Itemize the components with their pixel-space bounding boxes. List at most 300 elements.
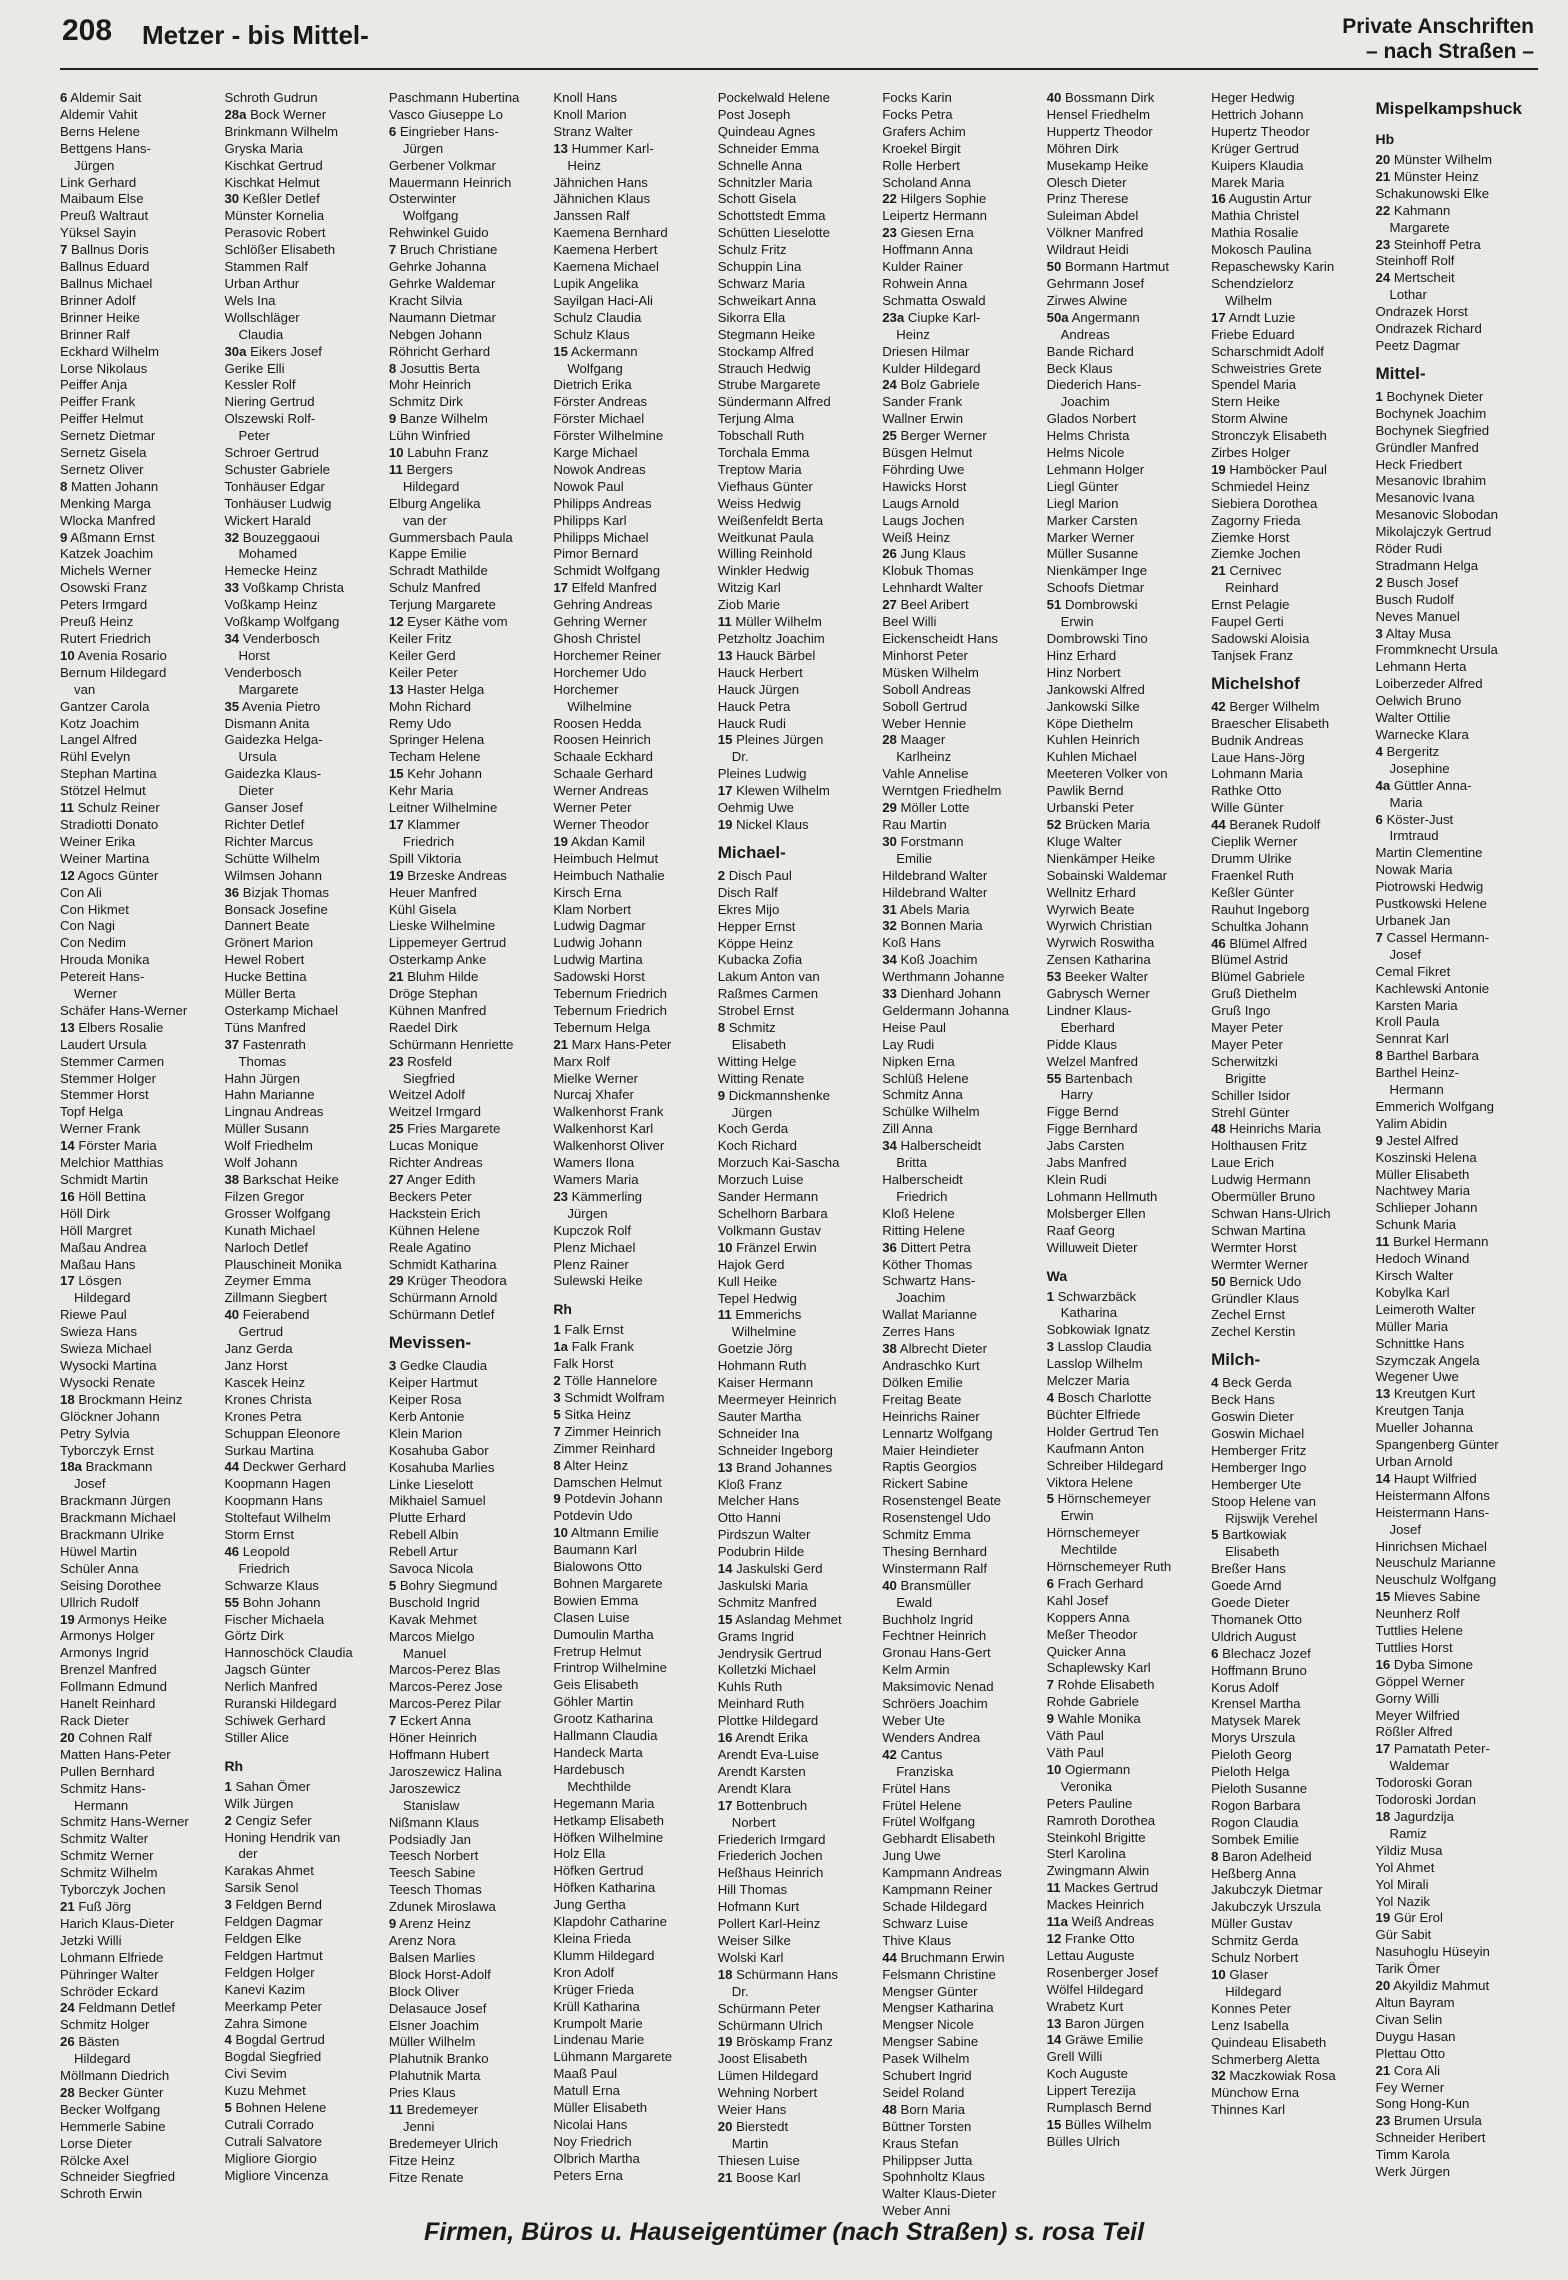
resident-entry: Elsner Joachim [388,2017,480,2033]
house-number: 36 [224,884,240,900]
resident-entry: 16 Augustin Artur [1211,191,1312,207]
resident-entry: Beel Willi [882,614,937,630]
resident-entry: Grams Ingrid [717,1628,794,1644]
resident-entry: Koch Auguste [1046,2066,1129,2082]
resident-entry: Keiler Peter [388,664,458,680]
resident-entry: Ekres Mijo [717,901,780,917]
resident-entry: Tüns Manfred [224,1019,306,1035]
resident-entry: Gerbener Volkmar [388,157,496,173]
resident-entry: Hildegard [402,478,460,494]
resident-entry: Weiner Martina [60,850,150,866]
resident-entry: Mesanovic Ibrahim [1375,473,1487,489]
section-heading-line1: Private Anschriften [1342,15,1534,38]
resident-entry: 55 Bartenbach [1046,1070,1133,1086]
resident-entry: Peters Pauline [1046,1795,1133,1811]
resident-entry: Mesanovic Ivana [1375,490,1475,506]
house-number: 12 [1046,1930,1062,1946]
resident-entry: Bernum Hildegard [60,664,167,680]
house-number: 55 [224,1594,240,1610]
resident-entry: Friedrich [896,1188,948,1204]
resident-entry: Kühnen Manfred [388,1002,487,1018]
resident-entry: Wollschläger [224,309,300,325]
resident-entry: Schoofs Dietmar [1046,580,1145,596]
resident-entry: Soboll Andreas [882,681,971,697]
resident-entry: Schmitz Wilhelm [60,1865,158,1881]
resident-entry: Grönert Marion [224,935,314,951]
resident-entry: Duygu Hasan [1375,2028,1456,2044]
resident-entry: Keßler Günter [1211,884,1294,900]
resident-entry: Plauschineit Monika [224,1256,342,1272]
house-number: 11a [1046,1914,1068,1930]
house-number: 16 [1211,191,1226,207]
house-number: 13 [1375,1386,1391,1402]
resident-entry: Hildebrand Walter [882,884,988,900]
resident-entry: Riewe Paul [60,1307,127,1323]
resident-entry: Philippser Jutta [882,2152,973,2168]
resident-entry: Lucas Monique [388,1138,479,1154]
resident-entry: Richter Andreas [388,1155,483,1171]
resident-entry: 9 Aßmann Ernst [60,529,155,545]
street-heading: Mevissen- [388,1333,472,1353]
resident-entry: Weißenfeldt Berta [717,512,824,528]
resident-entry: Stemmer Horst [60,1087,149,1103]
resident-entry: Storm Alwine [1211,411,1289,427]
house-number: 40 [224,1307,240,1323]
resident-entry: Müller Elisabeth [553,2100,648,2116]
resident-entry: Büttner Torsten [882,2118,972,2134]
resident-entry: Winkler Hedwig [717,563,810,579]
resident-entry: Väth Paul [1046,1745,1104,1760]
house-number: 23 [388,1053,404,1069]
resident-entry: Arendt Eva-Luise [717,1747,819,1762]
resident-entry: Marcos-Perez Blas [388,1662,501,1678]
house-number: 1 [553,1322,561,1338]
resident-entry: Hegemann Maria [553,1795,655,1811]
house-number: 19 [60,1611,75,1627]
resident-entry: Ernst Pelagie [1211,597,1290,613]
resident-entry: Peter [238,428,270,444]
resident-entry: Arendt Karsten [717,1763,806,1779]
resident-entry: Lay Rudi [882,1036,935,1052]
resident-entry: 11a Weiß Andreas [1046,1914,1155,1930]
resident-entry: Lenz Isabella [1211,2017,1289,2033]
resident-entry: Friederich Irmgard [717,1831,826,1847]
house-number: 5 [1046,1491,1054,1507]
resident-entry: 21 Münster Heinz [1375,168,1479,184]
resident-entry: Keiler Gerd [388,647,456,663]
resident-entry: 9 Wahle Monika [1046,1711,1141,1727]
resident-entry: Lorse Dieter [60,2135,132,2151]
resident-entry: Stradmann Helga [1375,557,1479,573]
resident-entry: Nowak Maria [1375,862,1453,878]
resident-entry: Klein Rudi [1046,1172,1107,1187]
resident-entry: Plenz Michael [553,1239,636,1255]
resident-entry: Kupczok Rolf [553,1222,632,1238]
resident-entry: 13 Baron Jürgen [1046,2015,1145,2031]
resident-entry: Witting Renate [717,1070,805,1086]
resident-entry: Schnitzler Maria [717,174,813,190]
resident-entry: Katzek Joachim [60,546,154,562]
resident-entry: Brinner Heike [60,309,140,325]
house-number: 19 [1375,1910,1391,1926]
resident-entry: Tebernum Friedrich [553,986,667,1002]
resident-entry: Mohr Heinrich [388,377,471,393]
resident-entry: Jabs Carsten [1046,1138,1125,1154]
resident-entry: 11 Emmerichs [717,1307,802,1323]
resident-entry: Song Hong-Kun [1375,2096,1470,2112]
resident-entry: Höner Heinrich [388,1730,477,1746]
resident-entry: Glados Norbert [1046,411,1137,427]
resident-entry: 23 Rosfeld [388,1053,452,1069]
resident-entry: Andreas [1060,326,1110,342]
resident-entry: Jung Uwe [882,1848,941,1864]
resident-entry: Kraus Stefan [882,2135,959,2151]
house-number: 19 [717,2034,733,2050]
resident-entry: Kuzu Mehmet [224,2083,306,2099]
resident-entry: Kaemena Michael [553,259,659,275]
resident-entry: Lindner Klaus- [1046,1002,1132,1018]
resident-entry: Röder Rudi [1375,541,1443,557]
resident-entry: Frütel Wolfgang [882,1814,976,1830]
resident-entry: Lupik Angelika [553,275,639,291]
resident-entry: 20 Münster Wilhelm [1375,152,1493,167]
directory-column [389,90,553,2200]
resident-entry: Langel Alfred [60,732,137,748]
resident-entry: Zerres Hans [882,1324,955,1340]
directory-column [224,90,388,2200]
resident-entry: Quindeau Elisabeth [1211,2034,1327,2050]
resident-entry: 19 Brzeske Andreas [388,867,507,883]
resident-entry: Eberhard [1060,1019,1115,1035]
resident-entry: Kampmann Andreas [882,1865,1002,1881]
resident-entry: Josef [1389,1521,1422,1537]
house-number: 6 [1046,1575,1054,1591]
house-number: 21 [1375,2062,1391,2078]
resident-entry: Fraenkel Ruth [1211,867,1294,883]
resident-entry: Richter Detlef [224,816,305,832]
resident-entry: Delasauce Josef [388,2000,487,2016]
resident-entry: 10 Avenia Rosario [60,647,167,663]
resident-entry: Schütte Wilhelm [224,850,320,866]
house-number: 19 [1211,461,1226,477]
resident-entry: Koopmann Hans [224,1493,323,1509]
resident-entry: Köppe Heinz [717,935,794,951]
resident-entry: Schroth Erwin [60,2186,143,2202]
resident-entry: Torchala Emma [717,445,810,461]
resident-entry: Lasslop Wilhelm [1046,1356,1143,1372]
resident-entry: Feldgen Dagmar [224,1914,323,1930]
resident-entry: Heistermann Alfons [1375,1487,1490,1503]
resident-entry: 28 Becker Günter [60,2084,164,2100]
resident-entry: Maibaum Else [60,191,144,207]
resident-entry: Veronika [1060,1778,1112,1794]
resident-entry: Franziska [896,1763,954,1779]
resident-entry: Pleines Ludwig [717,766,807,782]
house-number: 13 [553,140,568,156]
resident-entry: Con Hikmet [60,901,129,917]
resident-entry: Con Nedim [60,935,126,951]
resident-entry: Todoroski Goran [1375,1775,1473,1791]
resident-entry: 11 Mackes Gertrud [1046,1880,1159,1896]
resident-entry: Pirdszun Walter [717,1527,811,1543]
resident-entry: Jankowski Silke [1046,698,1140,714]
resident-entry: 38 Barkschat Heike [224,1172,339,1187]
house-number: 6 [60,90,68,105]
resident-entry: Meerkamp Peter [224,1998,322,2014]
resident-entry: Gantzer Carola [60,698,150,714]
resident-entry: Schulz Claudia [553,309,642,325]
resident-entry: Joachim [896,1290,946,1306]
house-number: 10 [717,1239,733,1255]
resident-entry: Rutert Friedrich [60,631,151,646]
resident-entry: Werner Peter [553,800,632,816]
resident-entry: 21 Boose Karl [717,2169,801,2185]
resident-entry: Teesch Norbert [388,1848,479,1864]
resident-entry: Kuhlen Heinrich [1046,732,1140,748]
resident-entry: Baumann Karl [553,1542,637,1558]
resident-entry: Kulder Hildegard [882,360,981,376]
house-number: 17 [1211,309,1226,325]
resident-entry: Förster Michael [553,411,645,427]
area-heading: Hb [1375,131,1395,147]
resident-entry: 8 Josuttis Berta [388,360,480,376]
resident-entry: Mikolajczyk Gertrud [1375,524,1492,540]
resident-entry: Bogdal Siegfried [224,2049,322,2065]
resident-entry: Mauermann Heinrich [388,174,512,190]
resident-entry: Balsen Marlies [388,1949,476,1965]
resident-entry: Müller Wilhelm [388,2034,476,2050]
resident-entry: 18 Schürmann Hans [717,1966,838,1982]
house-number: 28 [882,732,897,748]
resident-entry: 17 Pamatath Peter- [1375,1741,1490,1757]
resident-entry: Petry Sylvia [60,1425,130,1441]
resident-entry: Wolf Friedhelm [224,1138,313,1154]
resident-entry: Eickenscheidt Hans [882,631,999,646]
resident-entry: Helms Christa [1046,428,1130,444]
house-number: 14 [1046,2032,1062,2048]
house-number: 17 [60,1273,75,1289]
resident-entry: 4 Beck Gerda [1211,1375,1292,1391]
resident-entry: Hauck Jürgen [717,681,800,697]
resident-entry: 46 Leopold [224,1543,290,1559]
resident-entry: Friederich Jochen [717,1848,823,1864]
resident-entry: Rühl Evelyn [60,749,131,765]
resident-entry: Witzig Karl [717,580,781,596]
resident-entry: 14 Jaskulski Gerd [717,1561,823,1577]
resident-entry: 29 Krüger Theodora [388,1273,507,1289]
resident-entry: 17 Arndt Luzie [1211,309,1296,325]
resident-entry: Ludwig Dagmar [553,918,646,934]
resident-entry: 7 Bruch Christiane [388,242,498,258]
resident-entry: Klumm Hildegard [553,1947,655,1963]
resident-entry: Erwin [1060,1508,1094,1524]
resident-entry: Hackstein Erich [388,1205,481,1221]
resident-entry: Peiffer Anja [60,377,128,393]
resident-entry: Werner Frank [60,1121,141,1137]
resident-entry: Heise Paul [882,1019,946,1035]
resident-entry: Glöckner Johann [60,1408,160,1424]
resident-entry: Harry [1060,1087,1093,1103]
resident-entry: Brinner Ralf [60,326,130,342]
resident-entry: Ramroth Dorothea [1046,1812,1156,1828]
resident-entry: Mikhaiel Samuel [388,1493,486,1509]
resident-entry: Menking Marga [60,495,151,511]
resident-entry: Sander Frank [882,394,963,410]
house-number: 21 [1211,563,1226,579]
resident-entry: Tepel Hedwig [717,1290,797,1306]
resident-entry: Dismann Anita [224,715,310,731]
house-number: 15 [1046,2116,1062,2132]
resident-entry: Kunath Michael [224,1222,316,1238]
resident-entry: Ritting Helene [882,1222,966,1238]
resident-entry: 15 Pleines Jürgen [717,732,824,748]
resident-entry: Schmitz Hans- [60,1780,146,1796]
resident-entry: Laue Hans-Jörg [1211,749,1305,765]
resident-entry: 1 Sahan Ömer [224,1778,311,1794]
house-number: 30 [224,191,240,207]
resident-entry: Fretrup Helmut [553,1643,642,1659]
resident-entry: Schneider Ina [717,1425,800,1441]
resident-entry: Becker Wolfgang [60,2101,161,2117]
resident-entry: 15 Mieves Sabine [1375,1589,1481,1605]
resident-entry: 8 Barthel Barbara [1375,1048,1479,1064]
resident-entry: Erwin [1060,614,1094,630]
resident-entry: Schwarz Maria [717,275,805,291]
resident-entry: Heinz [896,326,930,342]
resident-entry: Rosenstengel Beate [882,1493,1001,1509]
resident-entry: Kaiser Hermann [717,1375,814,1391]
resident-entry: Müller Susann [224,1121,309,1137]
resident-entry: 10 Labuhn Franz [388,445,489,461]
house-number: 40 [1046,90,1062,105]
resident-entry: Kron Adolf [553,1964,615,1980]
resident-entry: 44 Bruchmann Erwin [882,1949,1005,1965]
resident-entry: 25 Fries Margarete [388,1121,501,1137]
resident-entry: Karlheinz [896,749,952,765]
resident-entry: Wyrwich Christian [1046,918,1153,934]
resident-entry: Schweistries Grete [1211,360,1322,376]
resident-entry: Bonsack Josefine [224,901,328,917]
resident-entry: 9 Banze Wilhelm [388,411,488,427]
resident-entry: Kerb Antonie [388,1408,465,1424]
resident-entry: Wolf Johann [224,1155,298,1171]
resident-entry: Hinz Erhard [1046,647,1117,663]
resident-entry: Dr. [731,1983,749,1999]
resident-entry: Lohmann Hellmuth [1046,1188,1158,1204]
resident-entry: Tebernum Friedrich [553,1002,667,1018]
house-number: 22 [882,191,897,207]
resident-entry: Stockamp Alfred [717,343,814,359]
resident-entry: Matysek Marek [1211,1713,1301,1729]
resident-entry: Brackmann Michael [60,1510,176,1526]
resident-entry: Plahutnik Branko [388,2051,489,2067]
resident-entry: Willuweit Dieter [1046,1239,1138,1255]
resident-entry: Marcos-Perez Pilar [388,1696,501,1712]
house-number: 23 [882,225,897,241]
resident-entry: Kirsch Erna [553,884,622,900]
resident-entry: Venderbosch [224,664,302,680]
resident-entry: Zimmer Reinhard [553,1440,656,1456]
resident-entry: Höll Dirk [60,1205,110,1221]
resident-entry: Josef [1389,946,1422,962]
resident-entry: 6 Blechacz Jozef [1211,1645,1311,1661]
resident-entry: 19 Bröskamp Franz [717,2034,833,2050]
resident-entry: Schürmann Detlef [388,1307,495,1323]
resident-entry: Tarik Ömer [1375,1961,1440,1977]
resident-entry: Schlüß Helene [882,1070,969,1086]
resident-entry: Hermann [74,1797,129,1813]
resident-entry: 20 Akyildiz Mahmut [1375,1978,1490,1994]
resident-entry: Bredemeyer Ulrich [388,2135,499,2151]
resident-entry: Kobylka Karl [1375,1284,1450,1300]
resident-entry: Sündermann Alfred [717,394,831,410]
resident-entry: Schülke Wilhelm [882,1104,980,1120]
resident-entry: Uldrich August [1211,1628,1297,1644]
resident-entry: Weitzel Adolf [388,1087,465,1103]
resident-entry: Hemberger Fritz [1211,1442,1307,1458]
resident-entry: Hardebusch [553,1761,625,1777]
resident-entry: Wildraut Heidi [1046,242,1129,258]
resident-entry: Potdevin Udo [553,1508,633,1524]
resident-entry: Peetz Dagmar [1375,337,1460,353]
resident-entry: Jabs Manfred [1046,1155,1127,1171]
resident-entry: Halberscheidt [882,1172,963,1187]
resident-entry: Voßkamp Heinz [224,597,318,613]
resident-entry: Walter Ottilie [1375,710,1451,726]
directory-column [718,90,882,2200]
resident-entry: Brigitte [1225,1070,1267,1086]
resident-entry: Kischkat Helmut [224,174,320,190]
resident-entry: Stronczyk Elisabeth [1211,428,1327,444]
resident-entry: 9 Dickmannshenke [717,1087,830,1103]
resident-entry: Stradiotti Donato [60,816,159,832]
house-number: 24 [882,377,897,393]
resident-entry: Gryska Maria [224,140,303,156]
resident-entry: Beck Hans [1211,1392,1275,1408]
directory-column [60,90,224,2200]
resident-entry: 1 Bochynek Dieter [1375,388,1484,404]
house-number: 17 [717,1797,733,1813]
resident-entry: 9 Potdevin Johann [553,1491,663,1507]
resident-entry: Wickert Harald [224,512,311,528]
resident-entry: 20 Cohnen Ralf [60,1729,152,1745]
resident-entry: 13 Hummer Karl- [553,140,654,156]
resident-entry: Wyrwich Roswitha [1046,935,1155,951]
resident-entry: 11 Müller Wilhelm [717,614,822,630]
resident-entry: Melchior Matthias [60,1155,164,1171]
house-number: 10 [1046,1761,1062,1777]
resident-entry: Lohmann Maria [1211,766,1303,782]
resident-entry: Loiberzeder Alfred [1375,676,1483,692]
resident-entry: Neuschulz Marianne [1375,1555,1496,1571]
resident-entry: Schürmann Peter [717,2000,821,2016]
resident-entry: Mechthilde [567,1778,632,1794]
resident-entry: 15 Bülles Wilhelm [1046,2116,1152,2132]
house-number: 29 [882,800,897,816]
resident-entry: Kühl Gisela [388,901,457,917]
resident-entry: Spill Viktoria [388,850,462,866]
house-number: 22 [1375,202,1391,218]
resident-entry: 20 Bierstedt [717,2118,789,2134]
resident-entry: Urbanski Peter [1046,800,1134,816]
resident-entry: Gründler Manfred [1375,439,1479,455]
resident-entry: 42 Cantus [882,1746,943,1762]
house-number: 52 [1046,816,1062,832]
resident-entry: 44 Deckwer Gerhard [224,1459,347,1475]
resident-entry: Schelhorn Barbara [717,1206,828,1221]
resident-entry: 28 Maager [882,732,946,748]
resident-entry: Dumoulin Martha [553,1626,654,1642]
